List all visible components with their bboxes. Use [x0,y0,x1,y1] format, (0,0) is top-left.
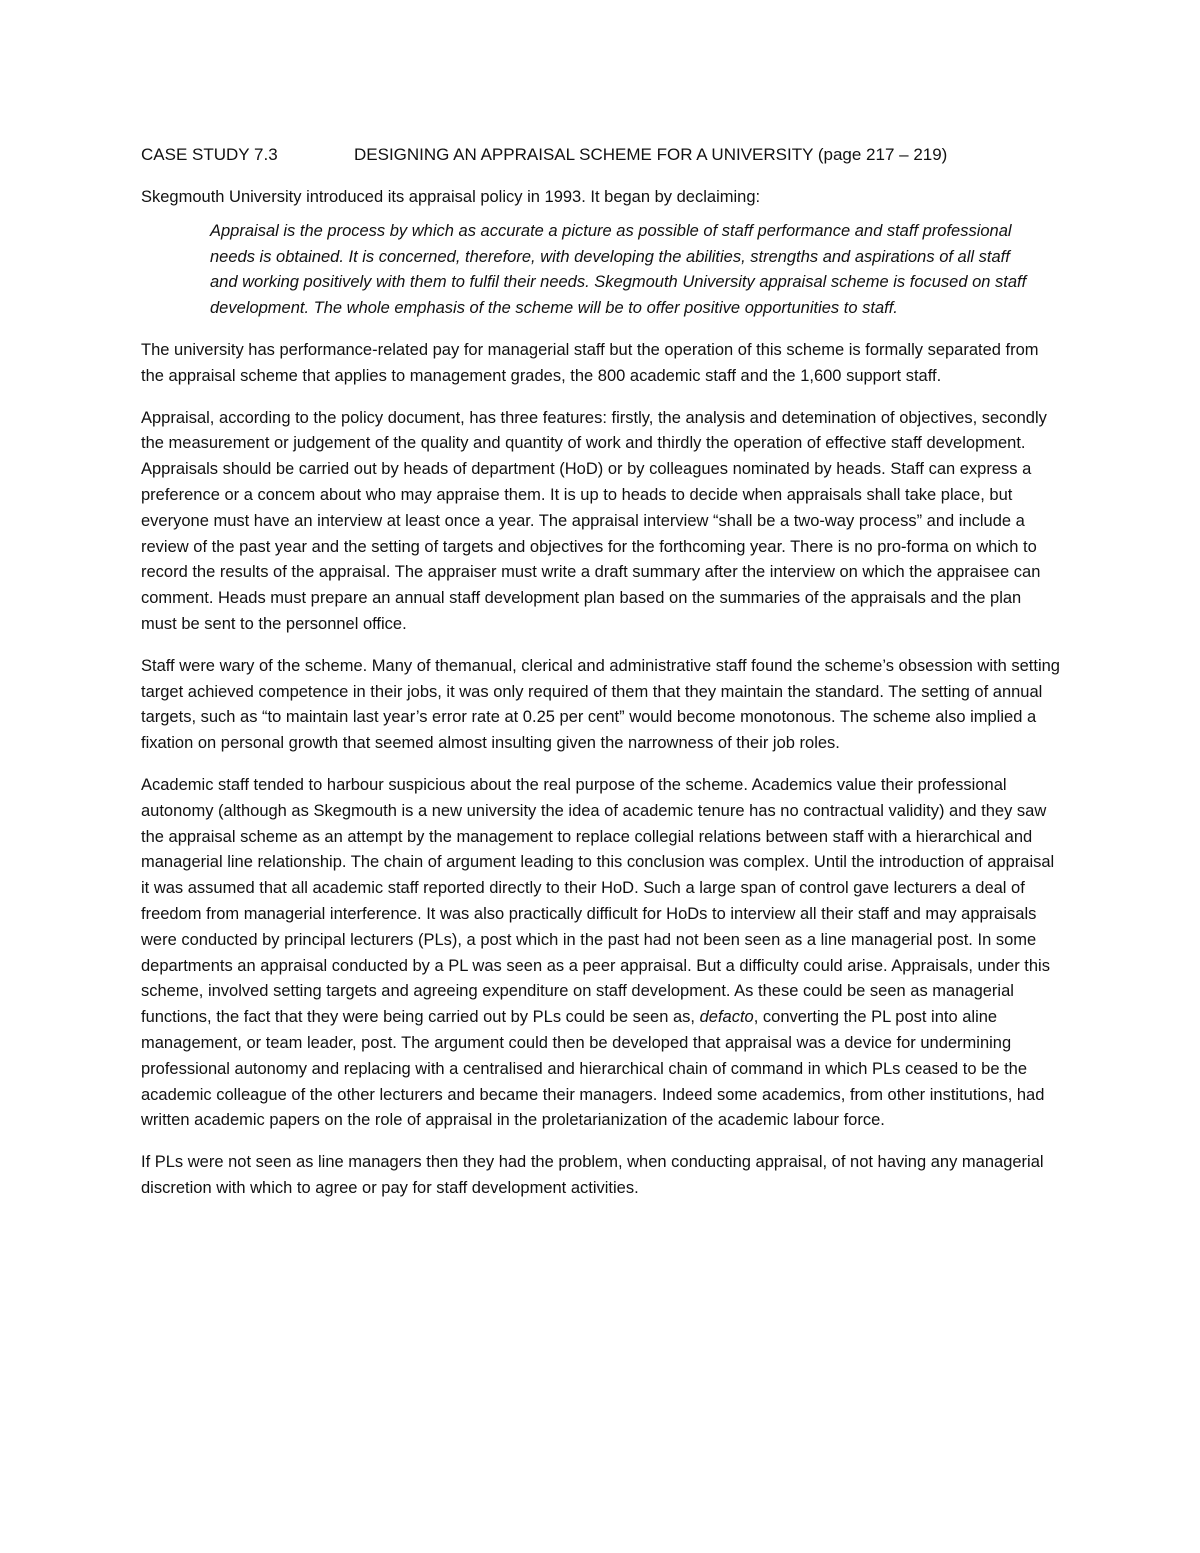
case-study-label: CASE STUDY 7.3 [141,145,278,164]
paragraph-pay: The university has performance-related pay for managerial staff but the operation of this scheme is formally separated from the appraisal scheme that applies to management grades, the 800 academic staff and the 1,600 support staff. [141,340,1039,385]
case-study-heading [141,143,1061,167]
defacto-term: defacto [699,1008,754,1027]
paragraph-line-managers: If PLs were not seen as line managers then they had the problem, when conducting appraisal, of not having any managerial discretion with which to agree or pay for staff development activities. [141,1153,1044,1197]
paragraph-staff-wary: Staff were wary of the scheme. Many of themanual, clerical and administrative staff found the scheme’s obsession with setting target achieved competence in their jobs, it was only required of them that they maintain the standard. The setting of annual targets, such as “to maintain last year’s error rate at 0.25 per cent” would become monotonous. The scheme also implied a fixation on personal growth that seemed almost insulting given the narrowness of their job roles. [141,656,1060,753]
intro-paragraph: Skegmouth University introduced its appraisal policy in 1993. It began by declaiming: [141,188,761,206]
academic-text-before: Academic staff tended to harbour suspicious about the real purpose of the scheme. Academics value their professional autonomy (although as Skegmouth is a new university the idea of academic tenure has no contractual validity) and they saw the appraisal scheme as an attempt by the management to replace collegial relations between staff with a hierarchical and managerial line relationship. The chain of argument leading to this conclusion was complex. Until the introduction of appraisal it was assumed that all academic staff reported directly to their HoD. Such a large span of control gave lecturers a deal of freedom from managerial interference. It was also practically difficult for HoDs to interview all their staff and may appraisals were conducted by principal lecturers (PLs), a post which in the past had not been seen as a line managerial post. In some departments an appraisal conducted by a PL was seen as a peer appraisal. But a difficulty could arise. Appraisals, under this scheme, involved setting targets and agreeing expenditure on staff development. As these could be seen as managerial functions, the fact that they were being carried out by PLs could be seen as, [141,775,1055,1027]
paragraph-academic-staff [141,773,1061,1134]
case-study-title: DESIGNING AN APPRAISAL SCHEME FOR A UNIVERSITY (page 217 – 219) [354,145,948,164]
document-page [141,143,1061,1218]
paragraph-features: Appraisal, according to the policy document, has three features: firstly, the analysis and detemination of objectives, secondly the measurement or judgement of the quality and quantity of work and thirdly the operation of effective staff development. Appraisals should be carried out by heads of department (HoD) or by colleagues nominated by heads. Staff can express a preference or a concem about who may appraise them. It is up to heads to decide when appraisals shall take place, but everyone must have an interview at least once a year. The appraisal interview “shall be a two-way process” and include a review of the past year and the setting of targets and objectives for the forthcoming year. There is no pro-forma on which to record the results of the appraisal. The appraiser must write a draft summary after the interview on which the appraisee can comment. Heads must prepare an annual staff development plan based on the summaries of the appraisals and the plan must be sent to the personnel office. [141,408,1047,633]
policy-quote: Appraisal is the process by which as accurate a picture as possible of staff performance and staff professional needs is obtained. It is concerned, therefore, with developing the abilities, strengths and aspirations of all staff and working positively with them to fulfil their needs. Skegmouth University appraisal scheme is focused on staff development. The whole emphasis of the scheme will be to offer positive opportunities to staff. [210,221,1027,318]
academic-text-after: , converting the PL post into aline management, or team leader, post. The argument could then be developed that appraisal was a device for undermining professional autonomy and replacing with a centralised and hierarchical chain of command in which PLs ceased to be the academic colleague of the other lecturers and became their managers. Indeed some academics, from other institutions, had written academic papers on the role of appraisal in the proletarianization of the academic labour force. [141,1008,1045,1130]
